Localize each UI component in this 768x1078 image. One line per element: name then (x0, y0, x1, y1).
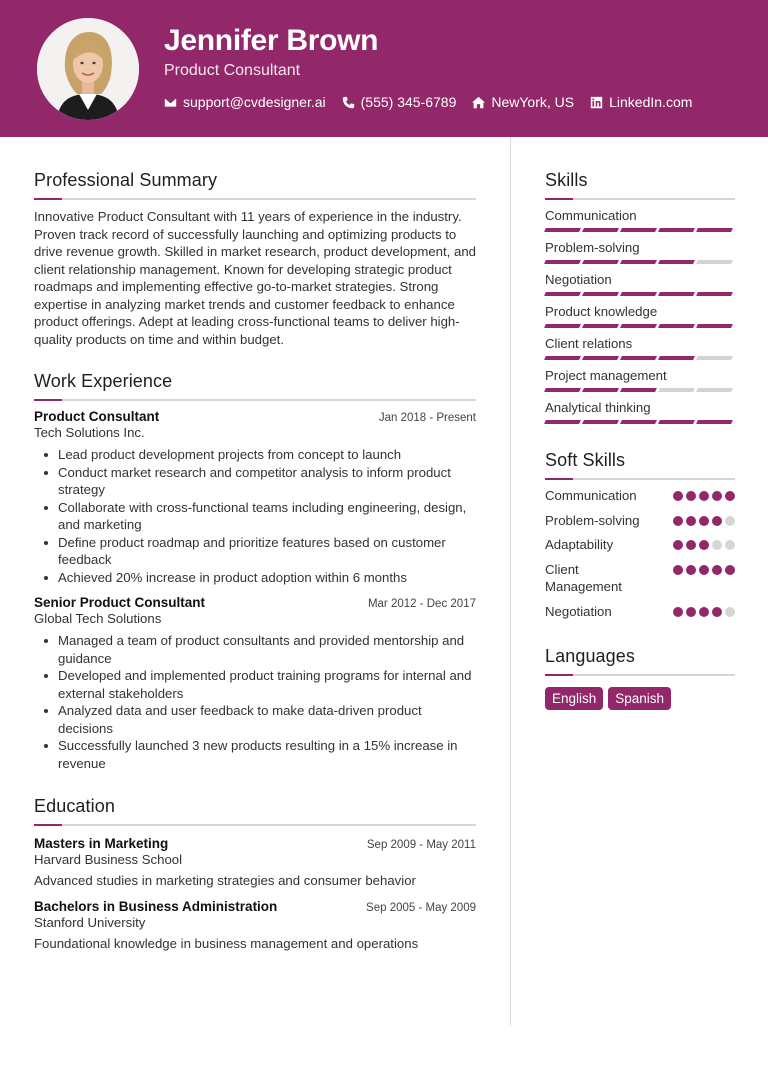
skill-level-segment (582, 324, 619, 328)
degree-title: Bachelors in Business Administration (34, 899, 278, 914)
soft-skill-rating (673, 603, 735, 617)
rating-dot (686, 565, 696, 575)
skill-level-segment (544, 324, 581, 328)
rating-dot (725, 516, 735, 526)
soft-skill-rating (673, 487, 735, 501)
rating-dot (673, 565, 683, 575)
rating-dot (725, 565, 735, 575)
sidebar-column (545, 170, 735, 710)
summary-heading: Professional Summary (34, 170, 218, 190)
candidate-title: Product Consultant (164, 62, 301, 79)
contact-email[interactable] (164, 94, 326, 110)
job-entry (34, 409, 476, 586)
education-section (34, 796, 476, 951)
language-badge: Spanish (608, 687, 671, 710)
section-rule (34, 824, 476, 826)
main-column (34, 170, 476, 951)
candidate-name: Jennifer Brown (164, 24, 379, 57)
education-heading: Education (34, 796, 115, 816)
soft-skill-item (545, 536, 735, 554)
soft-skill-label: Negotiation (545, 603, 612, 619)
skill-level-segment (696, 292, 733, 296)
skill-level-segment (582, 260, 619, 264)
skill-level-segment (658, 356, 695, 360)
skill-level-segment (658, 324, 695, 328)
skill-level-segment (620, 324, 657, 328)
rating-dot (712, 540, 722, 550)
skill-level-segment (696, 388, 733, 392)
soft-skill-item (545, 487, 735, 505)
skill-level-segment (582, 292, 619, 296)
rating-dot (725, 607, 735, 617)
skill-item (545, 208, 735, 232)
education-description: Foundational knowledge in business management and operations (34, 936, 419, 951)
job-date: Jan 2018 - Present (378, 412, 476, 424)
skill-label: Negotiation (545, 272, 612, 287)
skill-level-bar (545, 388, 735, 392)
contact-email-text: support@cvdesigner.ai (183, 94, 326, 110)
job-bullets (34, 632, 476, 772)
skill-level-segment (620, 420, 657, 424)
soft-skill-label: Adaptability (545, 537, 614, 552)
soft-skill-item (545, 603, 735, 621)
rating-dot (725, 540, 735, 550)
soft-skills-section (545, 450, 735, 620)
languages-heading: Languages (545, 646, 635, 666)
list-item: Analyzed data and user feedback to make data-driven product decisions (34, 702, 476, 737)
rating-dot (699, 516, 709, 526)
profile-photo (37, 18, 139, 120)
experience-heading: Work Experience (34, 371, 173, 391)
skill-level-segment (658, 388, 695, 392)
skill-label: Project management (545, 368, 667, 383)
skills-section (545, 170, 735, 424)
section-rule (545, 674, 735, 676)
contact-location-text: NewYork, US (491, 94, 575, 110)
skill-level-segment (620, 292, 657, 296)
education-description: Advanced studies in marketing strategies and consumer behavior (34, 873, 416, 888)
contact-linkedin-text: LinkedIn.com (609, 94, 693, 110)
skill-item (545, 400, 735, 424)
contact-phone-text: (555) 345-6789 (360, 94, 457, 110)
resume-header (0, 0, 768, 137)
skill-level-segment (620, 388, 657, 392)
rating-dot (686, 491, 696, 501)
skill-level-segment (658, 260, 695, 264)
avatar-image (37, 18, 139, 120)
skill-level-bar (545, 292, 735, 296)
skill-level-segment (696, 420, 733, 424)
skill-label: Analytical thinking (545, 400, 651, 415)
section-rule (34, 198, 476, 200)
contact-linkedin[interactable] (590, 94, 692, 110)
rating-dot (712, 565, 722, 575)
list-item: Managed a team of product consultants and provided mentorship and guidance (34, 632, 476, 667)
rating-dot (712, 607, 722, 617)
skill-item (545, 368, 735, 392)
rating-dot (673, 491, 683, 501)
skill-level-segment (544, 292, 581, 296)
skill-level-segment (620, 260, 657, 264)
skill-level-bar (545, 260, 735, 264)
section-rule (34, 399, 476, 401)
job-company: Tech Solutions Inc. (34, 425, 145, 440)
education-date: Sep 2009 - May 2011 (366, 839, 476, 851)
email-icon (164, 96, 177, 109)
skills-list (545, 208, 735, 424)
skill-level-segment (658, 420, 695, 424)
skill-level-segment (544, 356, 581, 360)
rating-dot (699, 540, 709, 550)
column-divider (510, 137, 511, 1025)
skill-level-segment (620, 228, 657, 232)
skill-level-segment (658, 228, 695, 232)
experience-section (34, 371, 476, 772)
home-icon (472, 96, 485, 109)
contact-list (164, 94, 692, 110)
skill-level-segment (582, 420, 619, 424)
skill-level-segment (544, 388, 581, 392)
soft-skill-rating (673, 536, 735, 550)
skill-level-bar (545, 324, 735, 328)
skill-label: Communication (545, 208, 637, 223)
rating-dot (686, 607, 696, 617)
rating-dot (673, 540, 683, 550)
soft-skill-rating (673, 512, 735, 526)
linkedin-icon (590, 96, 603, 109)
soft-skills-heading: Soft Skills (545, 450, 626, 470)
soft-skill-rating (673, 561, 735, 575)
education-entry (34, 836, 476, 888)
rating-dot (699, 607, 709, 617)
job-company: Global Tech Solutions (34, 611, 162, 626)
skill-level-segment (696, 356, 733, 360)
language-badge: English (545, 687, 603, 710)
skills-heading: Skills (545, 170, 588, 190)
soft-skill-item (545, 512, 735, 530)
rating-dot (673, 607, 683, 617)
skill-item (545, 336, 735, 360)
rating-dot (712, 491, 722, 501)
list-item: Collaborate with cross-functional teams including engineering, design, and marketing (34, 499, 476, 534)
list-item: Developed and implemented product training programs for internal and external stakeholders (34, 667, 476, 702)
skill-level-bar (545, 420, 735, 424)
list-item: Conduct market research and competitor analysis to inform product strategy (34, 464, 476, 499)
summary-section (34, 170, 476, 348)
skill-level-segment (582, 388, 619, 392)
rating-dot (673, 516, 683, 526)
skill-level-segment (582, 228, 619, 232)
soft-skill-label: Client Management (545, 561, 622, 594)
skill-level-segment (658, 292, 695, 296)
skill-item (545, 272, 735, 296)
job-title: Product Consultant (34, 409, 160, 424)
phone-icon (342, 96, 355, 109)
rating-dot (686, 540, 696, 550)
contact-phone[interactable] (342, 94, 457, 110)
skill-level-segment (620, 356, 657, 360)
languages-section (545, 646, 735, 710)
skill-level-segment (696, 324, 733, 328)
section-rule (545, 198, 735, 200)
rating-dot (699, 565, 709, 575)
degree-title: Masters in Marketing (34, 836, 169, 851)
rating-dot (712, 516, 722, 526)
rating-dot (686, 516, 696, 526)
languages-list (545, 687, 735, 710)
skill-level-segment (582, 356, 619, 360)
education-entry (34, 899, 476, 951)
job-date: Mar 2012 - Dec 2017 (367, 598, 476, 610)
list-item: Lead product development projects from concept to launch (34, 446, 476, 464)
summary-text: Innovative Product Consultant with 11 years of experience in the industry. Proven track record of successfully launching and optimizing products to drive revenue growth. Skilled in market research, product development, and client relationship management. Known for developing strategic product roadmaps and implementing effective go-to-market strategies. Strong expertise in analyzing market trends and customer feedback to enhance product offerings. Adept at leading cross-functional teams to deliver high-quality products on time and within budget. (34, 209, 477, 347)
list-item: Define product roadmap and prioritize features based on customer feedback (34, 534, 476, 569)
list-item: Successfully launched 3 new products resulting in a 15% increase in revenue (34, 737, 476, 772)
contact-location (472, 94, 574, 110)
soft-skill-label: Communication (545, 488, 637, 503)
skill-level-segment (544, 228, 581, 232)
education-date: Sep 2005 - May 2009 (366, 902, 476, 914)
list-item: Achieved 20% increase in product adoption within 6 months (34, 569, 476, 587)
section-rule (545, 478, 735, 480)
school-name: Harvard Business School (34, 852, 183, 867)
skill-level-segment (544, 260, 581, 264)
skill-level-bar (545, 228, 735, 232)
skill-level-bar (545, 356, 735, 360)
soft-skill-item (545, 561, 735, 596)
soft-skill-label: Problem-solving (545, 512, 640, 528)
skill-level-segment (544, 420, 581, 424)
skill-label: Client relations (545, 336, 633, 351)
job-entry (34, 595, 476, 772)
school-name: Stanford University (34, 915, 146, 930)
skill-item (545, 240, 735, 264)
soft-skills-list (545, 487, 735, 620)
rating-dot (725, 491, 735, 501)
rating-dot (699, 491, 709, 501)
job-title: Senior Product Consultant (34, 595, 206, 610)
skill-level-segment (696, 260, 733, 264)
job-bullets (34, 446, 476, 586)
skill-label: Product knowledge (545, 304, 658, 319)
skill-level-segment (696, 228, 733, 232)
skill-label: Problem-solving (545, 240, 640, 255)
skill-item (545, 304, 735, 328)
